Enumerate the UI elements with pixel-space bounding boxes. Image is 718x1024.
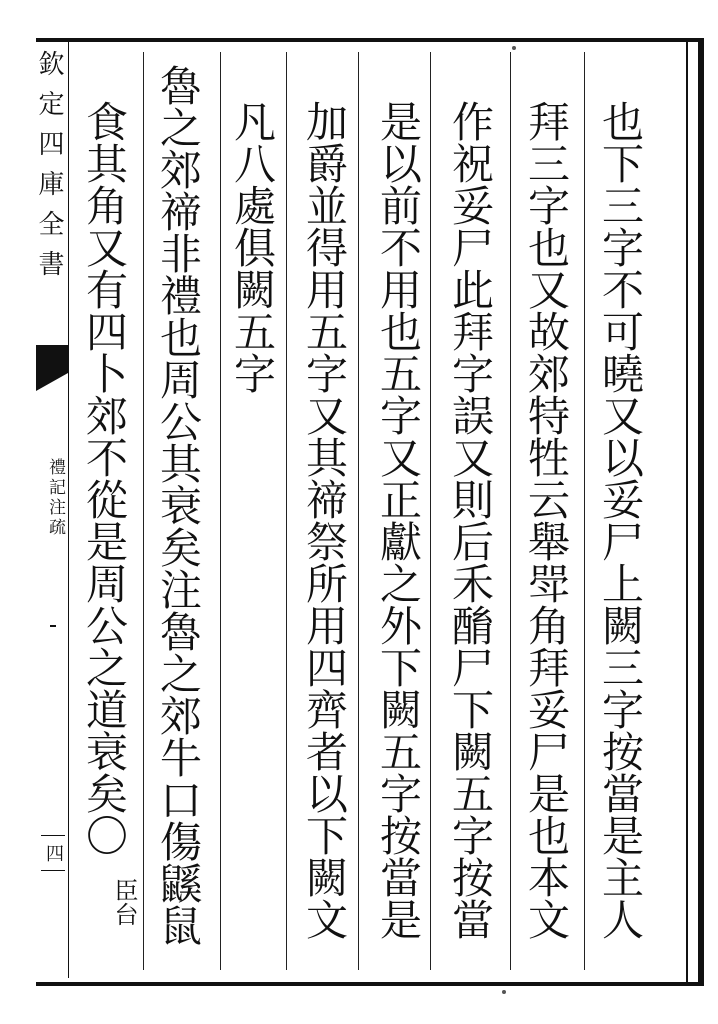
ink-dot [502, 990, 506, 994]
column-rule [143, 52, 144, 970]
margin-strip [36, 40, 69, 978]
text-column-4: 是以前不用也五字又正獻之外下闕五字按當是 [374, 100, 423, 940]
small-note: 臣台 [110, 878, 138, 926]
text-column-1: 也下三字不可曉又以妥尸上闕三字按當是主人 [596, 100, 645, 940]
ink-dot [512, 46, 516, 50]
text-column-2: 拜三字也又故郊特牲云舉斝角拜妥尸是也本文 [522, 100, 571, 940]
text-column-8: 食其角又有四卜郊不從是周公之道衰矣〇 [80, 100, 129, 856]
column-rule [584, 52, 585, 970]
frame-inner-rule [686, 42, 688, 982]
text-column-7: 魯之郊禘非禮也周公其衰矣注魯之郊牛口傷鼷鼠 [154, 64, 203, 946]
column-rule [358, 52, 359, 970]
text-column-3: 作祝妥尸此拜字誤又則后禾酳尸下闕五字按當 [446, 100, 495, 940]
margin-book-title: 欽定四庫全書 [34, 50, 64, 290]
text-column-6: 凡八處俱闕五字 [228, 100, 277, 394]
column-rule [220, 52, 221, 970]
column-rule [510, 52, 511, 970]
column-rule [430, 52, 431, 970]
margin-leaf-number: 四 [41, 835, 65, 871]
column-rule [286, 52, 287, 970]
text-column-5: 加爵並得用五字又其禘祭所用四齊者以下闕文 [300, 100, 349, 940]
margin-work-title: 禮記注疏 [45, 458, 65, 538]
fish-tail-mark [36, 345, 68, 391]
margin-dash [50, 625, 56, 627]
